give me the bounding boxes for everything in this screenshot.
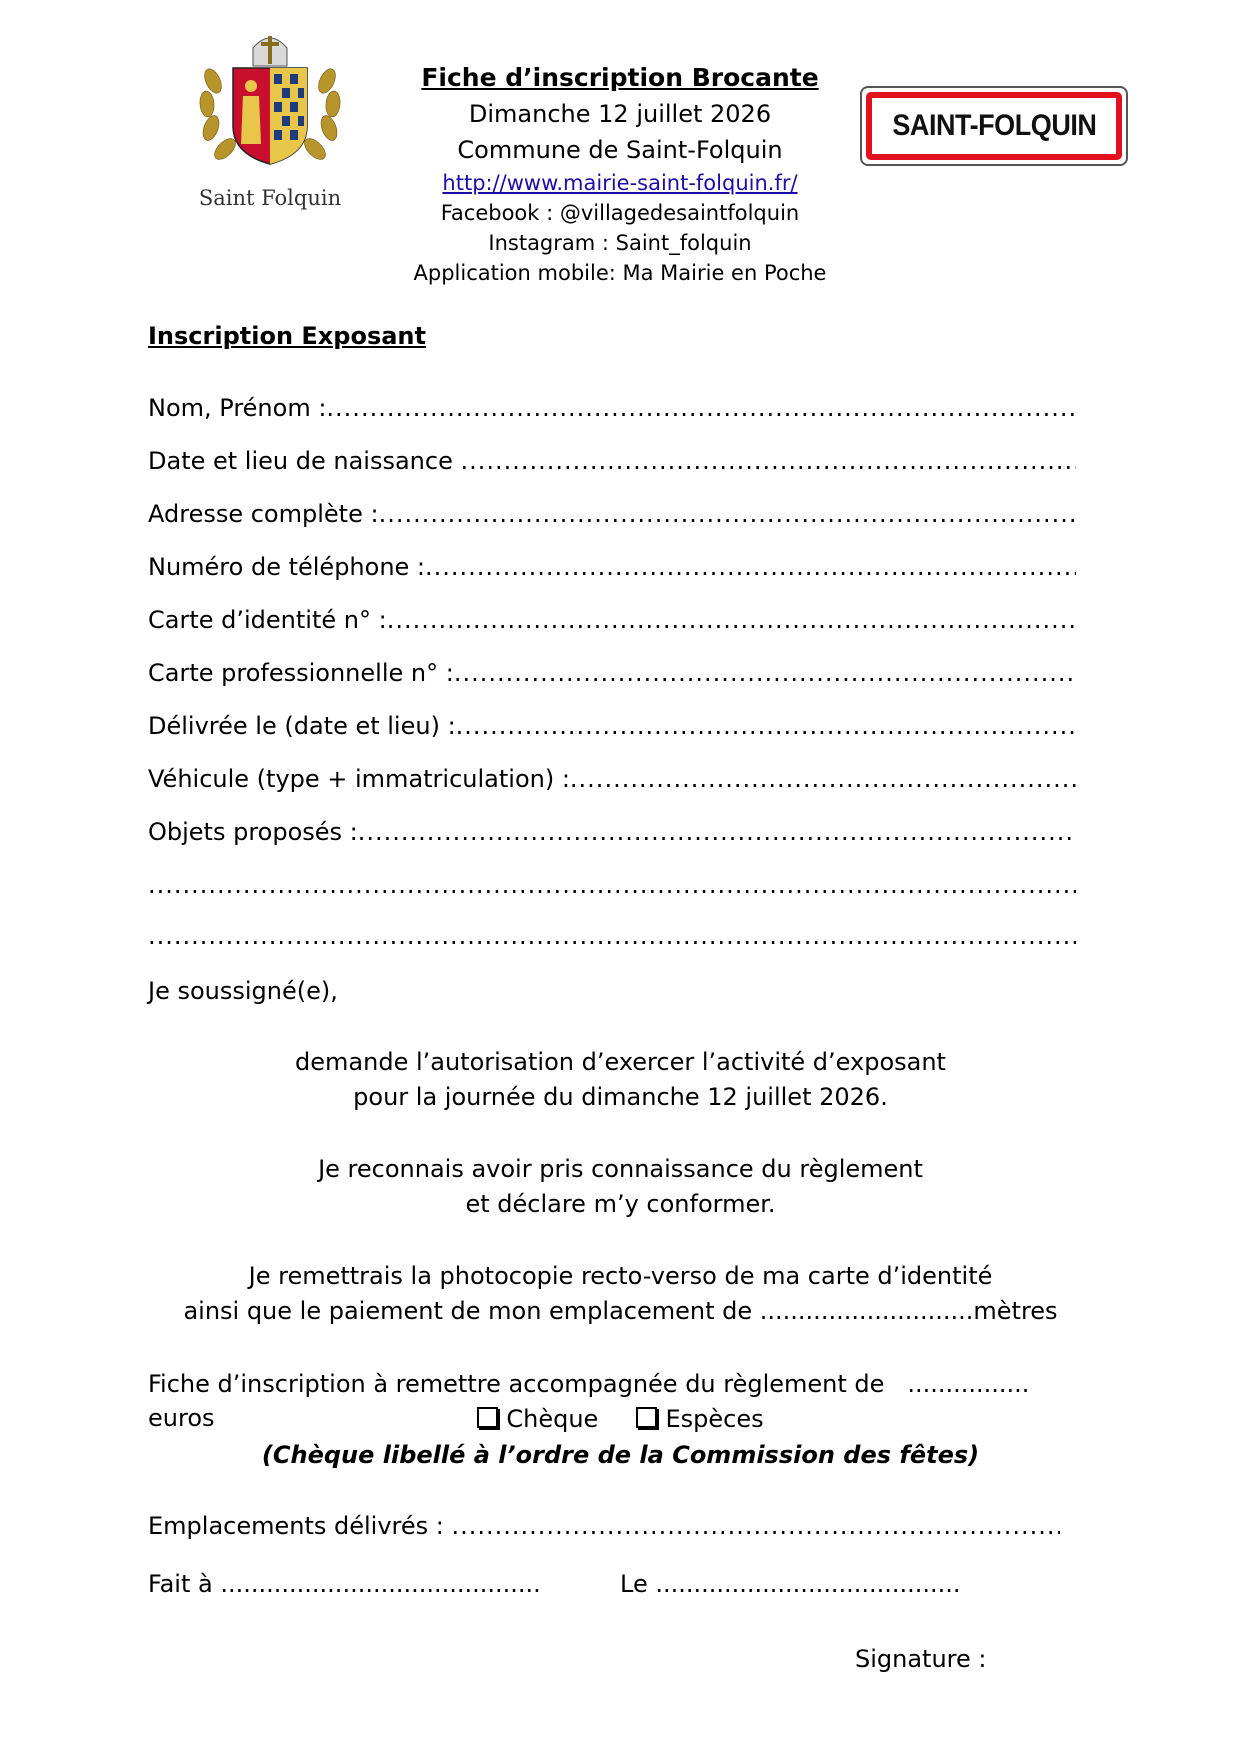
field-label: Carte professionnelle n° : bbox=[148, 659, 454, 687]
fill-line bbox=[454, 657, 1076, 689]
section-title: Inscription Exposant bbox=[148, 322, 426, 350]
line6-suffix: mètres bbox=[973, 1297, 1058, 1325]
especes-option[interactable] bbox=[636, 1405, 763, 1433]
event-date: Dimanche 12 juillet 2026 bbox=[468, 100, 772, 128]
facebook-handle: Facebook : @villagedesaintfolquin bbox=[440, 201, 800, 225]
especes-label: Espèces bbox=[665, 1405, 764, 1433]
declaration-intro: Je soussigné(e), bbox=[148, 977, 338, 1005]
fill-line bbox=[148, 869, 1076, 901]
field-nom-prenom[interactable] bbox=[148, 392, 1076, 424]
fill-line bbox=[326, 392, 1076, 424]
field-carte-professionnelle[interactable] bbox=[148, 657, 1076, 689]
signature-label: Signature : bbox=[855, 1645, 987, 1673]
payment-note: (Chèque libellé à l’ordre de la Commission des fêtes) bbox=[261, 1441, 980, 1469]
document-title: Fiche d’inscription Brocante bbox=[421, 63, 819, 92]
fait-a-label: Fait à bbox=[148, 1570, 213, 1598]
mobile-app-info: Application mobile: Ma Mairie en Poche bbox=[413, 261, 827, 285]
field-label: Carte d’identité n° : bbox=[148, 606, 387, 634]
instagram-handle: Instagram : Saint_folquin bbox=[488, 231, 752, 255]
fill-line bbox=[456, 710, 1076, 742]
field-label: Date et lieu de naissance bbox=[148, 447, 453, 475]
town-sign-text: SAINT-FOLQUIN bbox=[891, 109, 1097, 142]
saint-folquin-crest-logo bbox=[195, 26, 345, 176]
le-label: Le bbox=[620, 1570, 648, 1598]
cheque-option[interactable] bbox=[477, 1405, 598, 1433]
payment-options bbox=[148, 1402, 1093, 1436]
field-objets-continuation-2[interactable] bbox=[148, 920, 1076, 952]
field-label: Véhicule (type + immatriculation) : bbox=[148, 765, 570, 793]
payment-prefix: Fiche d’inscription à remettre accompagnée du règlement de bbox=[148, 1370, 885, 1398]
field-telephone[interactable] bbox=[148, 551, 1076, 583]
cheque-label: Chèque bbox=[506, 1405, 599, 1433]
le-line bbox=[620, 1567, 1020, 1601]
field-carte-identite[interactable] bbox=[148, 604, 1076, 636]
declaration-line-3: Je reconnais avoir pris connaissance du règlement bbox=[318, 1155, 923, 1183]
website-link[interactable]: http://www.mairie-saint-folquin.fr/ bbox=[442, 171, 798, 195]
fait-a-input[interactable]: .......................................... bbox=[220, 1570, 541, 1598]
field-label: Nom, Prénom : bbox=[148, 394, 327, 422]
payment-suffix: euros bbox=[148, 1404, 215, 1432]
declaration-line-2: pour la journée du dimanche 12 juillet 2026. bbox=[353, 1083, 888, 1111]
declaration-line-5: Je remettrais la photocopie recto-verso de ma carte d’identité bbox=[248, 1262, 993, 1290]
field-label: Objets proposés : bbox=[148, 818, 358, 846]
field-vehicule[interactable] bbox=[148, 763, 1076, 795]
field-delivree-le[interactable] bbox=[148, 710, 1076, 742]
line6-prefix: ainsi que le paiement de mon emplacement de bbox=[183, 1297, 753, 1325]
field-emplacements[interactable] bbox=[148, 1510, 1060, 1542]
town-sign bbox=[860, 86, 1128, 166]
emplacement-metres-input[interactable]: ............................ bbox=[759, 1297, 974, 1325]
fill-line bbox=[387, 604, 1076, 636]
fill-line bbox=[358, 816, 1076, 848]
commune-name: Commune de Saint-Folquin bbox=[457, 136, 783, 164]
fill-line bbox=[460, 445, 1076, 477]
field-label: Emplacements délivrés : bbox=[148, 1512, 444, 1540]
field-adresse[interactable] bbox=[148, 498, 1076, 530]
declaration-line-4: et déclare m’y conformer. bbox=[465, 1190, 776, 1218]
declaration-line-1: demande l’autorisation d’exercer l’activité d’exposant bbox=[295, 1048, 946, 1076]
field-label: Adresse complète : bbox=[148, 500, 379, 528]
field-label: Numéro de téléphone : bbox=[148, 553, 426, 581]
fill-line bbox=[570, 763, 1076, 795]
fill-line bbox=[452, 1510, 1060, 1542]
declaration-line-6 bbox=[148, 1294, 1093, 1328]
crest-caption: Saint Folquin bbox=[198, 186, 342, 210]
cheque-checkbox[interactable] bbox=[477, 1407, 498, 1428]
fill-line bbox=[425, 551, 1076, 583]
le-input[interactable]: ........................................ bbox=[655, 1570, 961, 1598]
field-objets-proposes[interactable] bbox=[148, 816, 1076, 848]
document-header bbox=[380, 60, 860, 288]
payment-amount-input[interactable]: ................ bbox=[907, 1370, 1030, 1398]
fill-line bbox=[379, 498, 1076, 530]
town-sign-border bbox=[866, 92, 1122, 160]
field-date-lieu-naissance[interactable] bbox=[148, 445, 1076, 477]
fill-line bbox=[148, 920, 1076, 952]
field-label: Délivrée le (date et lieu) : bbox=[148, 712, 456, 740]
especes-checkbox[interactable] bbox=[636, 1407, 657, 1428]
field-objets-continuation-1[interactable] bbox=[148, 869, 1076, 901]
